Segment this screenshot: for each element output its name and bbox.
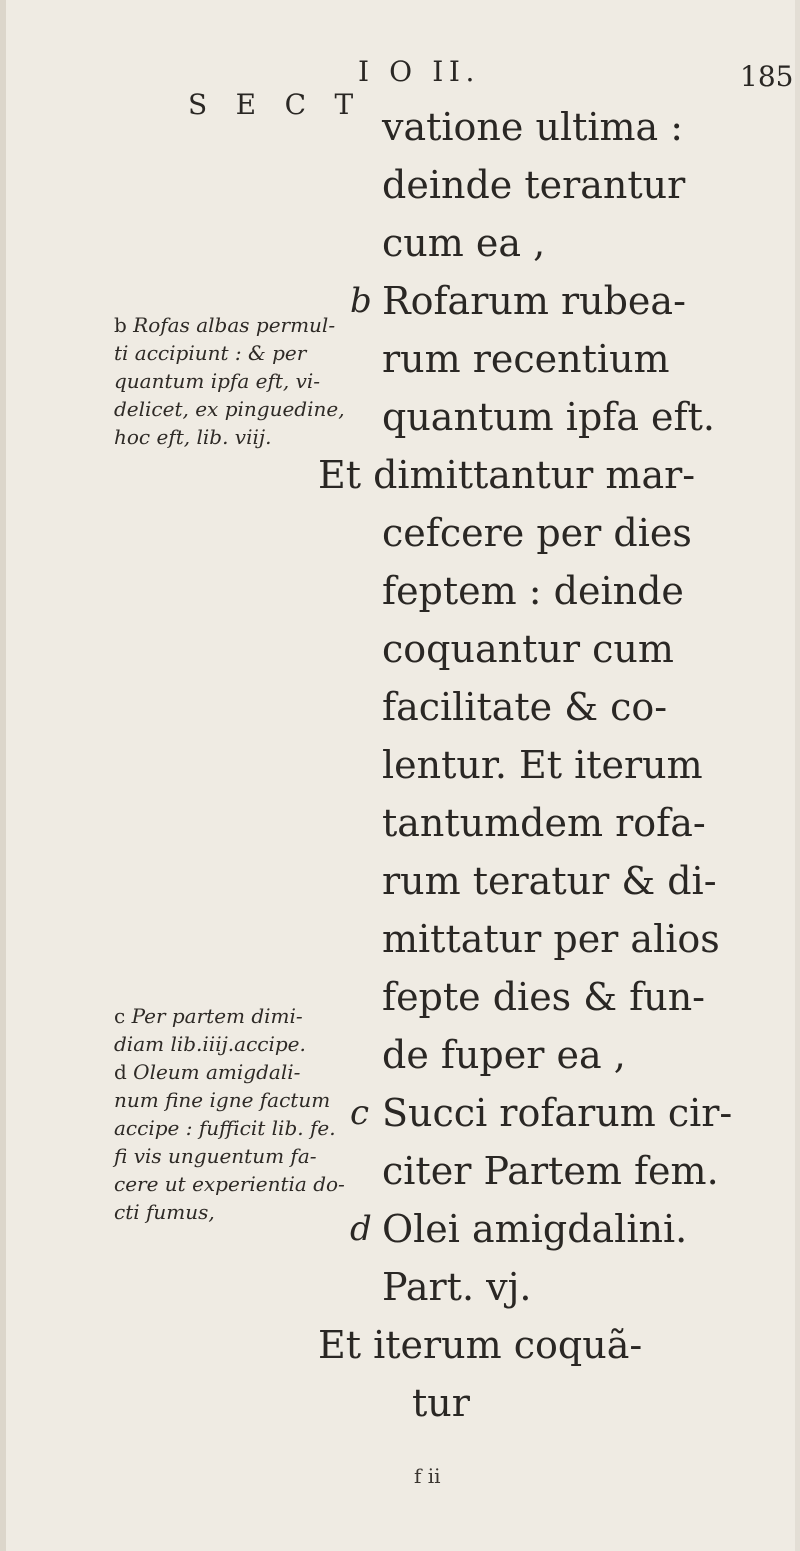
line-text: vatione ultima : bbox=[382, 105, 684, 149]
line-text: Et iterum coquã- bbox=[318, 1323, 643, 1367]
line-text: rum teratur & di- bbox=[382, 859, 717, 903]
note-line: accipe : fufficit lib. fe. bbox=[114, 1116, 336, 1140]
text-line bbox=[382, 330, 778, 388]
note-line bbox=[114, 311, 336, 339]
note-line: delicet, ex pinguedine, bbox=[114, 397, 345, 421]
line-text: lentur. Et iterum bbox=[382, 743, 703, 787]
text-line bbox=[382, 910, 778, 968]
note-line: num fine igne factum bbox=[114, 1088, 331, 1112]
text-line bbox=[382, 678, 778, 736]
line-text: quantum ipfa eft. bbox=[382, 395, 715, 439]
line-text: tur bbox=[412, 1381, 470, 1425]
note-line bbox=[114, 1002, 324, 1030]
text-line bbox=[382, 156, 778, 214]
line-text: Et dimittantur mar- bbox=[318, 453, 696, 497]
text-line bbox=[382, 504, 778, 562]
text-line bbox=[382, 852, 778, 910]
text-line bbox=[382, 968, 778, 1026]
line-text: Rofarum rubea- bbox=[382, 279, 686, 323]
note-text: Rofas albas permul- bbox=[133, 313, 336, 337]
note-reference-marker: d bbox=[350, 1209, 372, 1249]
main-text-column bbox=[318, 98, 778, 1432]
note-line: cti fumus, bbox=[114, 1200, 215, 1224]
line-text: Olei amigdalini. bbox=[382, 1207, 688, 1251]
line-text: deinde terantur bbox=[382, 163, 686, 207]
line-text: cum ea , bbox=[382, 221, 546, 265]
text-line bbox=[412, 1374, 778, 1432]
line-text: Succi rofarum cir- bbox=[382, 1091, 733, 1135]
note-line: ti accipiunt : & per bbox=[114, 341, 307, 365]
page-edge-right bbox=[795, 0, 800, 1551]
note-reference-marker: b bbox=[350, 281, 372, 321]
text-line bbox=[318, 1316, 778, 1374]
line-text: rum recentium bbox=[382, 337, 670, 381]
text-line bbox=[350, 1200, 778, 1258]
line-text: tantumdem rofa- bbox=[382, 801, 706, 845]
text-line bbox=[382, 388, 778, 446]
note-marker: b bbox=[114, 313, 127, 337]
line-text: coquantur cum bbox=[382, 627, 674, 671]
text-line bbox=[382, 1258, 778, 1316]
line-text: mittatur per alios bbox=[382, 917, 720, 961]
line-text: Part. vj. bbox=[382, 1265, 532, 1309]
text-line bbox=[382, 562, 778, 620]
note-text: Oleum amigdali- bbox=[133, 1060, 301, 1084]
text-line bbox=[318, 446, 778, 504]
note-marker: c bbox=[114, 1004, 126, 1028]
text-line bbox=[382, 620, 778, 678]
text-line bbox=[382, 214, 778, 272]
note-line: quantum ipfa eft, vi- bbox=[114, 369, 321, 393]
text-line bbox=[382, 736, 778, 794]
note-line: diam lib.iiij.accipe. bbox=[114, 1032, 306, 1056]
marginal-note-b bbox=[114, 311, 345, 451]
line-text: fepte dies & fun- bbox=[382, 975, 706, 1019]
marginal-notes-c-d bbox=[114, 1002, 345, 1226]
page-number: 185 bbox=[740, 60, 794, 93]
text-line bbox=[382, 98, 778, 156]
note-line: cere ut experientia do- bbox=[114, 1172, 345, 1196]
note-marker: d bbox=[114, 1060, 127, 1084]
line-text: citer Partem fem. bbox=[382, 1149, 719, 1193]
line-text: de fuper ea , bbox=[382, 1033, 626, 1077]
line-text: feptem : deinde bbox=[382, 569, 684, 613]
text-line bbox=[382, 794, 778, 852]
catchword: f ii bbox=[414, 1464, 441, 1488]
text-line bbox=[350, 272, 778, 330]
line-text: cefcere per dies bbox=[382, 511, 692, 555]
line-text: facilitate & co- bbox=[382, 685, 668, 729]
note-line: fi vis unguentum fa- bbox=[114, 1144, 317, 1168]
running-header-section: I O II. bbox=[358, 55, 481, 88]
note-text: Per partem dimi- bbox=[131, 1004, 303, 1028]
note-line: hoc eft, lib. viij. bbox=[114, 425, 272, 449]
text-line bbox=[382, 1142, 778, 1200]
running-header-left: S E C T bbox=[188, 88, 364, 121]
note-reference-marker: c bbox=[350, 1093, 370, 1133]
text-line bbox=[350, 1084, 778, 1142]
page-edge-left bbox=[0, 0, 6, 1551]
note-line bbox=[114, 1058, 324, 1086]
text-line bbox=[382, 1026, 778, 1084]
